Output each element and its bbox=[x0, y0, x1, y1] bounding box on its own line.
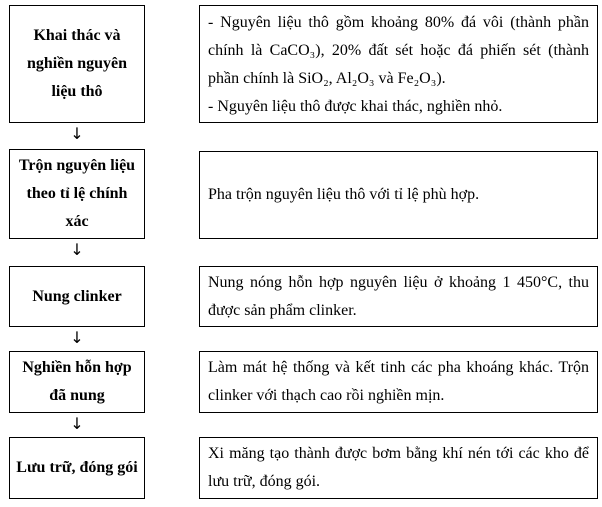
step-4-box bbox=[9, 351, 145, 413]
step-5-description-box bbox=[199, 437, 598, 499]
step-1-box bbox=[9, 5, 145, 123]
step-3-description-line-1: Nung nóng hỗn hợp nguyên liệu ở khoảng 1 450°C, thu được sản phẩm clinker. bbox=[208, 273, 589, 319]
step-2-description-box bbox=[199, 151, 598, 239]
step-1-description-line-1: - Nguyên liệu thô gồm khoảng 80% đá vôi (thành phần chính là CaCO₃), 20% đất sét hoặc đá phiến sét (thành phần chính là SiO₂, Al₂O₃ và Fe₂O₃). bbox=[208, 14, 589, 87]
step-5-box bbox=[9, 437, 145, 499]
step-1-description-box bbox=[199, 5, 598, 123]
step-1-description-line-2: - Nguyên liệu thô được khai thác, nghiền nhỏ. bbox=[208, 98, 503, 115]
step-3-label: Nung clinker bbox=[32, 287, 122, 305]
step-2-description-line-1: Pha trộn nguyên liệu thô với tỉ lệ phù hợp. bbox=[208, 186, 480, 203]
step-5-description-line-1: Xi măng tạo thành được bơm bằng khí nén tới các kho để lưu trữ, đóng gói. bbox=[208, 445, 589, 490]
step-5-label: Lưu trữ, đóng gói bbox=[16, 459, 138, 476]
step-3-description-box bbox=[199, 266, 598, 327]
arrow-down-icon: ↓ bbox=[70, 124, 84, 143]
step-1-label: Khai thác và nghiền nguyên liệu thô bbox=[26, 27, 128, 100]
step-2-label: Trộn nguyên liệu theo tỉ lệ chính xác bbox=[18, 157, 136, 230]
step-4-description-box bbox=[199, 351, 598, 413]
arrow-down-icon: ↓ bbox=[70, 414, 84, 433]
arrow-down-icon: ↓ bbox=[70, 328, 84, 347]
step-2-box bbox=[9, 149, 145, 239]
step-4-description-line-1: Làm mát hệ thống và kết tinh các pha khoáng khác. Trộn clinker với thạch cao rồi nghiền mịn. bbox=[208, 359, 589, 404]
step-4-label: Nghiền hỗn hợp đã nung bbox=[22, 359, 132, 404]
arrow-down-icon: ↓ bbox=[70, 240, 84, 259]
step-3-box bbox=[9, 266, 145, 327]
